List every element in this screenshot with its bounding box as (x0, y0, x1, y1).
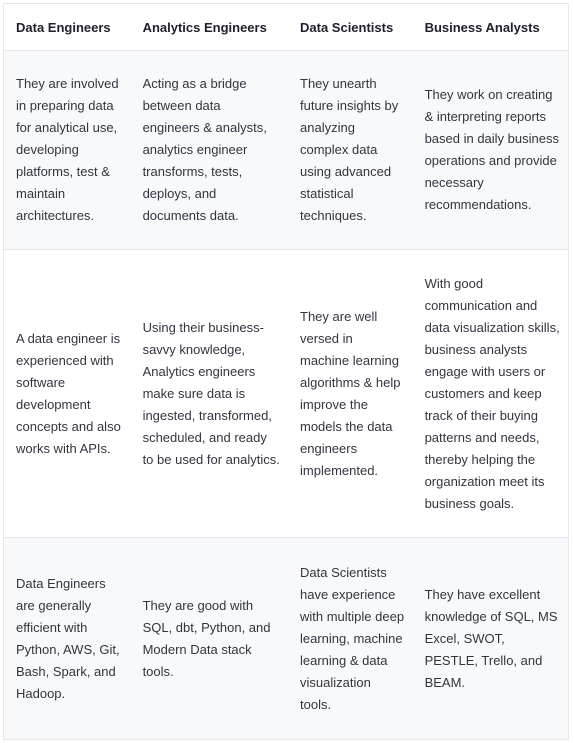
header-analytics-engineers: Analytics Engineers (142, 19, 267, 35)
table-cell: They work on creating & interpreting reports based in daily business operations and provide necessary recommendations. (424, 87, 559, 212)
table-cell: With good communication and data visualization skills, business analysts engage with users or customers and keep track of their buying patterns and needs, thereby helping the organization meet its business goals. (424, 275, 560, 511)
table-cell: A data engineer is experienced with software development concepts and also works with APIs. (16, 330, 121, 456)
header-data-engineers: Data Engineers (16, 19, 111, 35)
table-row (4, 538, 568, 739)
table-header-row (4, 4, 568, 51)
comparison-table (3, 3, 569, 740)
table-cell: Using their business-savvy knowledge, Analytics engineers make sure data is ingested, transformed, scheduled, and ready to be used for analytics. (142, 319, 280, 467)
table-cell: They are well versed in machine learning algorithms & help improve the models the data engineers implemented. (300, 308, 401, 478)
header-data-scientists: Data Scientists (300, 19, 394, 35)
table-cell: Data Scientists have experience with multiple deep learning, machine learning & data visualization tools. (300, 564, 405, 712)
table-cell: They are involved in preparing data for analytical use, developing platforms, test & maintain architectures. (16, 76, 119, 223)
table-cell: They unearth future insights by analyzing complex data using advanced statistical techniques. (300, 76, 399, 223)
table-cell: Acting as a bridge between data engineers & analysts, analytics engineer transforms, tests, deploys, and documents data. (142, 76, 267, 223)
table-cell: Data Engineers are generally efficient with Python, AWS, Git, Bash, Spark, and Hadoop. (16, 575, 120, 701)
header-business-analysts: Business Analysts (424, 19, 540, 35)
table-row (4, 51, 568, 250)
table-cell: They have excellent knowledge of SQL, MS Excel, SWOT, PESTLE, Trello, and BEAM. (424, 586, 558, 690)
table-row (4, 250, 568, 538)
table-cell: They are good with SQL, dbt, Python, and Modern Data stack tools. (142, 597, 271, 679)
